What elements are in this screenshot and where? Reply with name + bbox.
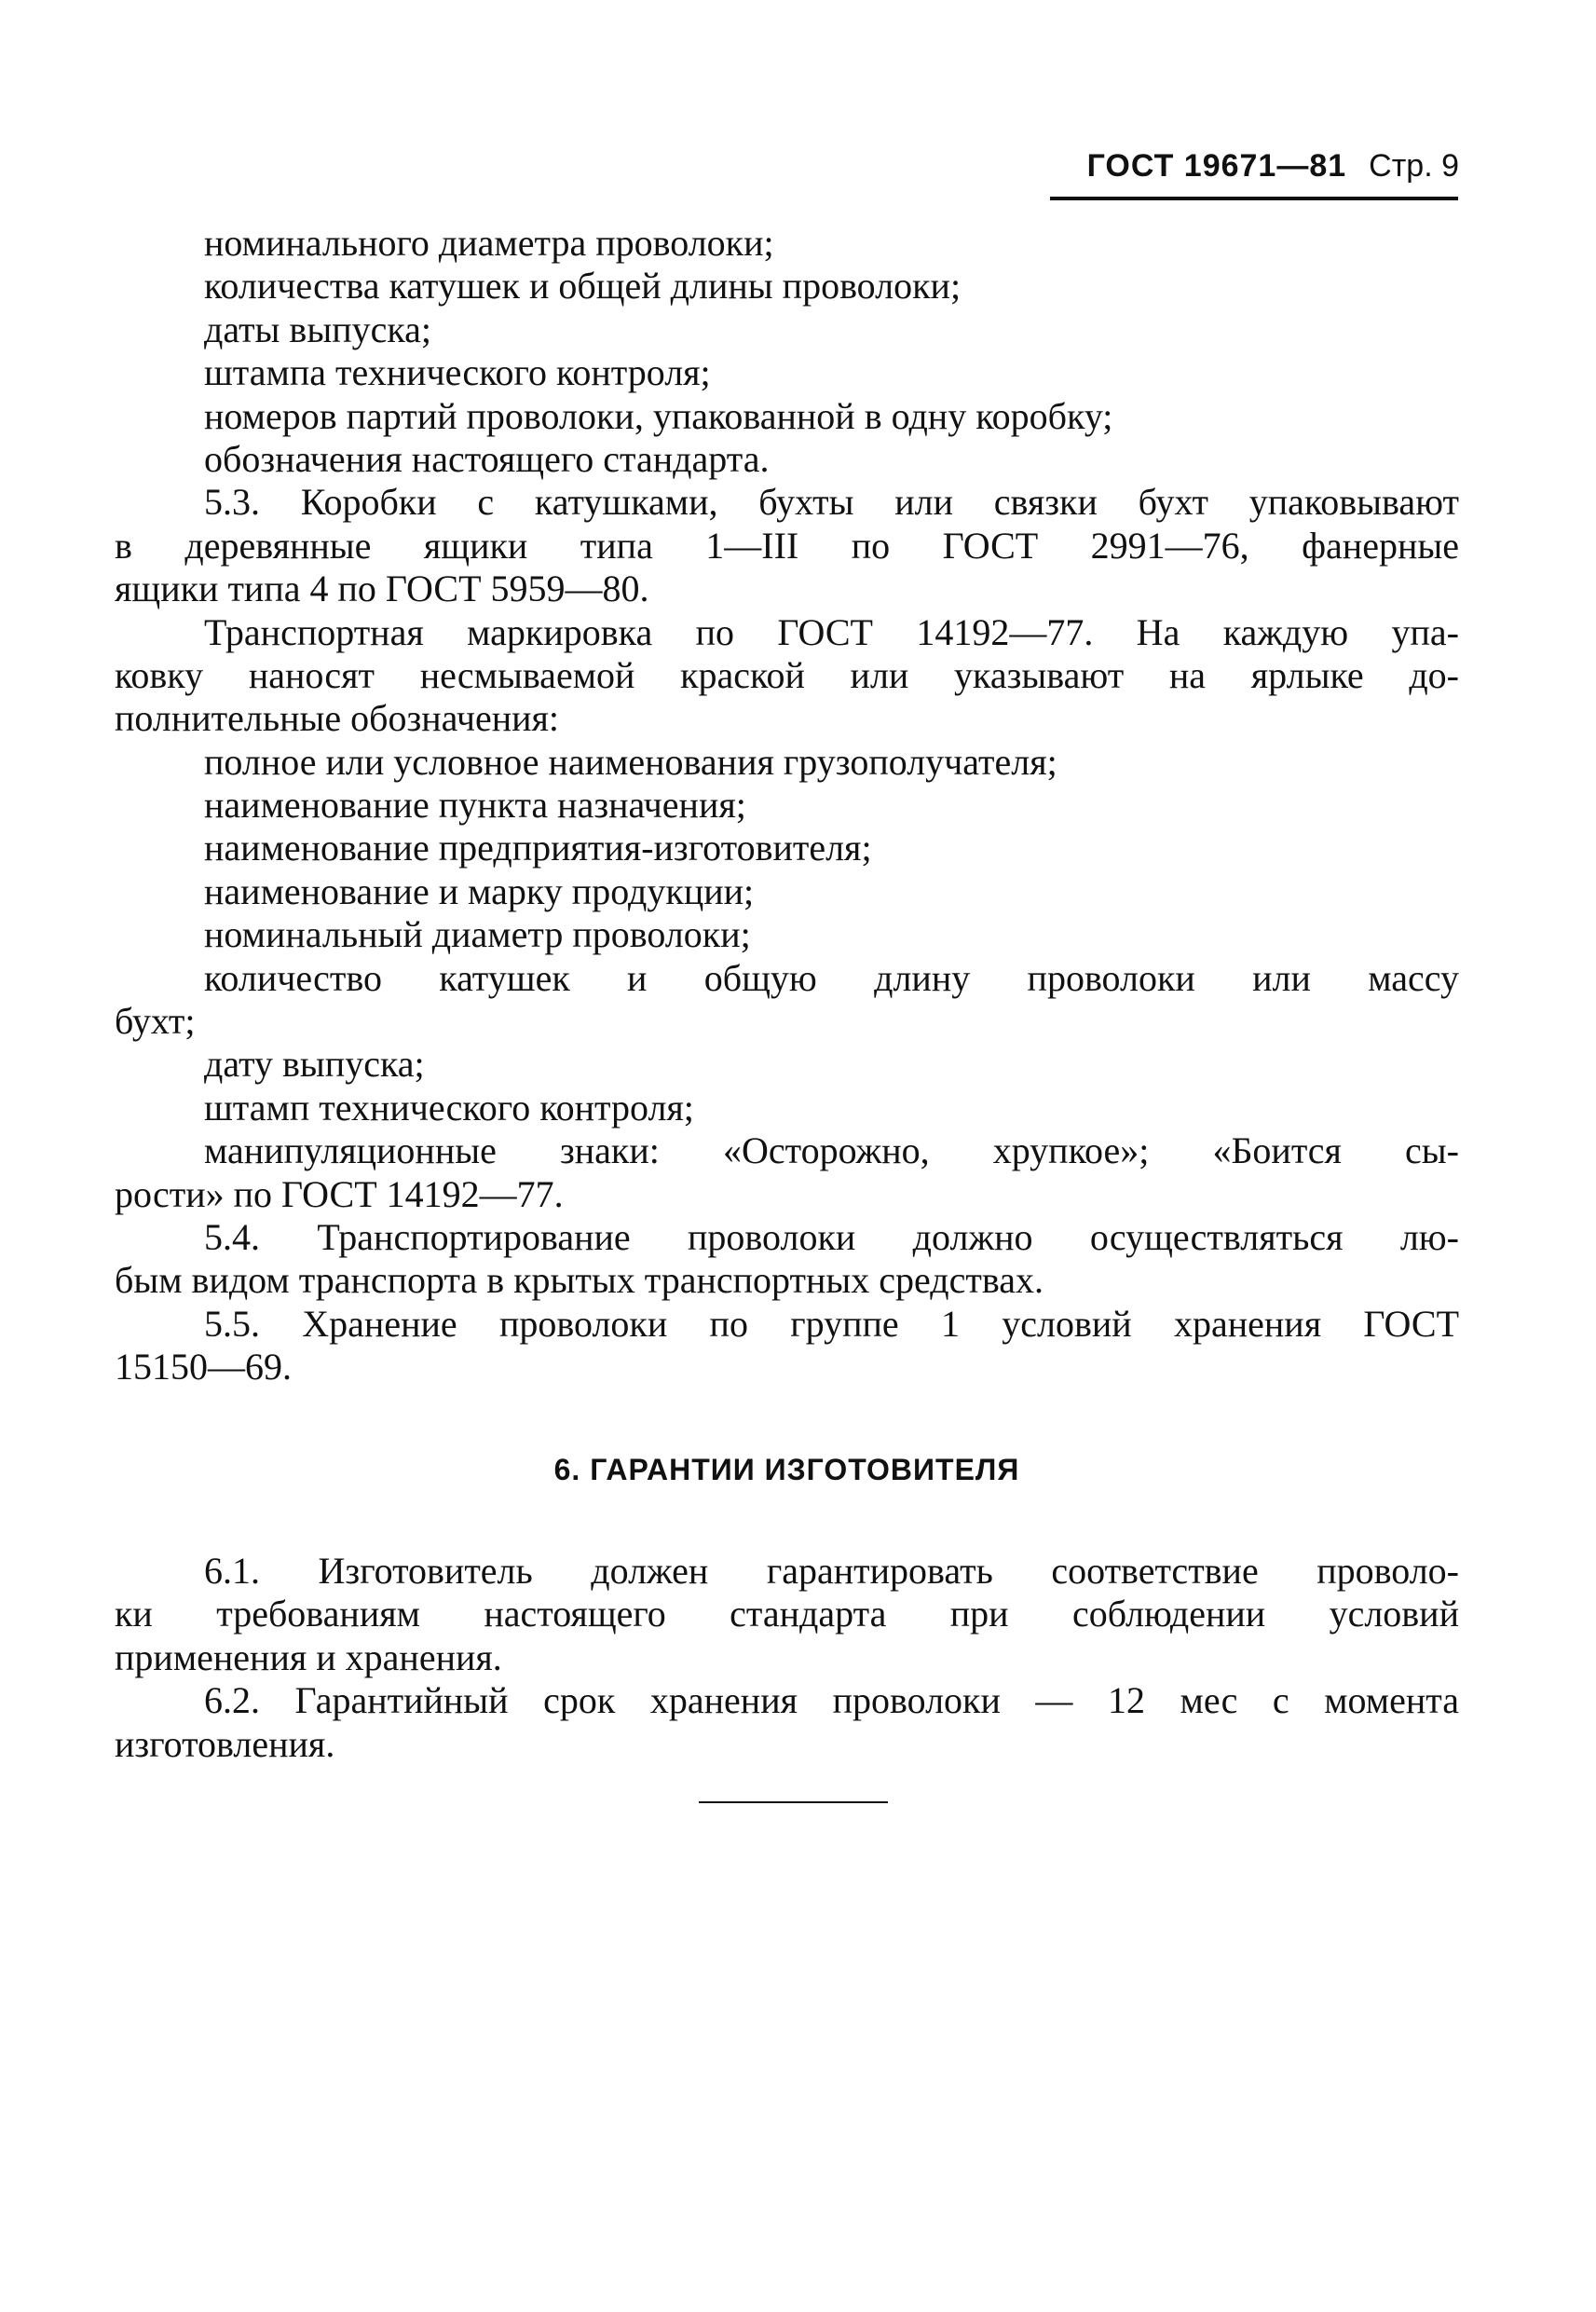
text-line: ковку наносят несмываемой краской или указывают на ярлыке до- (115, 653, 1459, 696)
text-line: наименование пункта назначения; (204, 784, 746, 827)
text-line: ящики типа 4 по ГОСТ 5959—80. (115, 568, 649, 610)
document-body (115, 222, 1459, 1766)
text-line: наименование предприятия-изготовителя; (204, 827, 872, 869)
text-line: штамп технического контроля; (204, 1086, 694, 1129)
text-line: номинальный диаметр проволоки; (204, 913, 751, 956)
text-line: наименование и марку продукции; (204, 869, 755, 912)
text-line: количества катушек и общей длины проволоки; (204, 265, 962, 308)
text-line: полнительные обозначения: (115, 697, 560, 740)
text-line: количество катушек и общую длину проволоки или массу (204, 956, 1459, 999)
text-line: 15150—69. (115, 1346, 292, 1389)
text-line: штампа технического контроля; (204, 351, 711, 394)
text-line: даты выпуска; (204, 308, 432, 350)
section-heading: 6. ГАРАНТИИ ИЗГОТОВИТЕЛЯ (553, 1452, 1020, 1486)
text-line: 6.2. Гарантийный срок хранения проволоки — 12 мес с момента (204, 1679, 1459, 1722)
standard-number: ГОСТ 19671—81 (1086, 148, 1347, 184)
text-line: номинального диаметра проволоки; (204, 222, 774, 264)
text-line: 5.3. Коробки с катушками, бухты или связки бухт упаковывают (204, 481, 1459, 524)
text-line: обозначения настоящего стандарта. (204, 437, 770, 480)
text-line: изготовления. (115, 1722, 335, 1765)
text-line: ки требованиям настоящего стандарта при соблюдении условий (115, 1593, 1459, 1635)
text-line: 5.5. Хранение проволоки по группе 1 условий хранения ГОСТ (204, 1302, 1459, 1345)
header-rule (1050, 197, 1458, 200)
text-line: применения и хранения. (115, 1635, 502, 1678)
running-header (1087, 147, 1459, 185)
text-line: дату выпуска; (204, 1043, 425, 1086)
text-line: полное или условное наименования грузополучателя; (204, 740, 1057, 783)
text-line: 6.1. Изготовитель должен гарантировать соответствие проволо- (204, 1549, 1459, 1592)
end-rule (699, 1801, 888, 1803)
text-line: 5.4. Транспортирование проволоки должно осуществляться лю- (204, 1215, 1459, 1258)
page-number: Стр. 9 (1369, 148, 1459, 184)
text-line: в деревянные ящики типа 1—III по ГОСТ 2991—76, фанерные (115, 524, 1459, 567)
text-line: бым видом транспорта в крытых транспортных средствах. (115, 1259, 1044, 1302)
text-line: манипуляционные знаки: «Осторожно, хрупкое»; «Боится сы- (204, 1129, 1459, 1172)
text-line: бухт; (115, 1000, 196, 1043)
text-line: рости» по ГОСТ 14192—77. (115, 1172, 564, 1215)
text-line: номеров партий проволоки, упакованной в одну коробку; (204, 394, 1113, 437)
text-line: Транспортная маркировка по ГОСТ 14192—77. На каждую упа- (204, 610, 1459, 653)
